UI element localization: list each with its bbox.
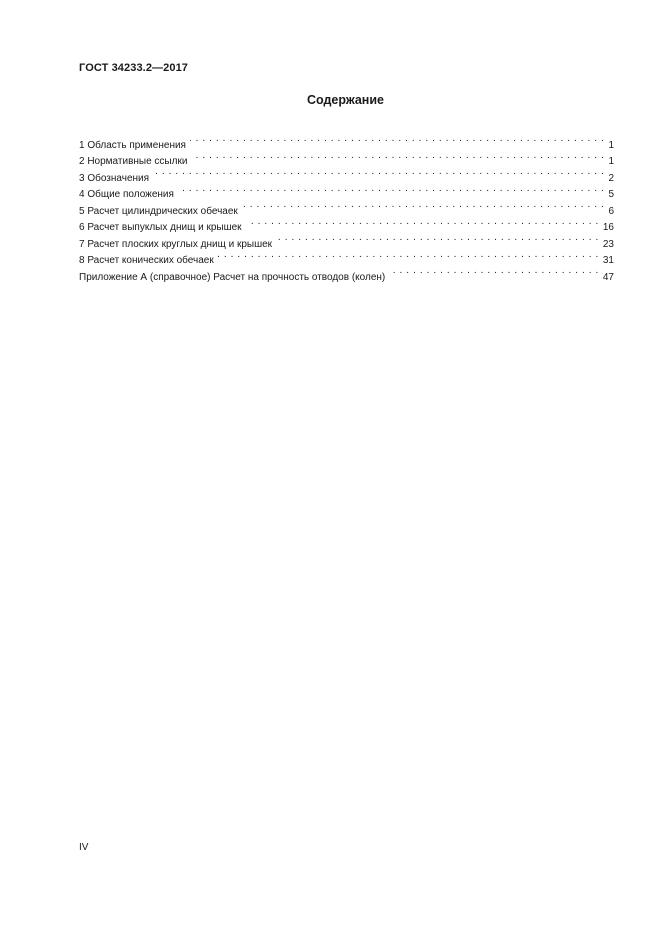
toc-entry-page: 5	[608, 189, 614, 200]
page-title: Содержание	[306, 93, 384, 107]
toc-leader-dots	[153, 164, 604, 181]
toc-leader-dots	[190, 131, 604, 148]
toc-entry-label: 1 Область применения	[79, 139, 186, 151]
toc-entry-page: 16	[602, 222, 614, 233]
toc-entry-label: 8 Расчет конических обечаек	[79, 255, 214, 266]
toc-entry[interactable]	[79, 181, 614, 198]
toc-entry-label: 7 Расчет плоских круглых днищ и крышек	[79, 238, 273, 250]
page-number: IV	[79, 842, 89, 853]
toc-leader-dots	[246, 214, 599, 231]
toc-leader-dots	[218, 247, 599, 264]
toc-entry-page: 1	[608, 139, 614, 151]
toc-leader-dots	[178, 181, 605, 198]
document-standard-number: ГОСТ 34233.2—2017	[79, 62, 189, 74]
toc-entry-page: 47	[602, 271, 614, 283]
toc-leader-dots	[389, 263, 599, 280]
toc-entry-page: 23	[602, 238, 614, 250]
toc-entry[interactable]	[79, 131, 614, 151]
table-of-contents	[79, 131, 614, 283]
toc-entry-page: 2	[608, 172, 614, 184]
toc-entry-label: 2 Нормативные ссылки	[79, 156, 188, 167]
toc-entry-page: 6	[608, 205, 614, 217]
toc-entry-label: 6 Расчет выпуклых днищ и крышек	[79, 222, 242, 233]
toc-entry[interactable]	[79, 164, 614, 184]
toc-entry-page: 31	[602, 255, 614, 266]
toc-leader-dots	[276, 230, 599, 247]
toc-leader-dots	[242, 197, 605, 214]
toc-entry-label: 4 Общие положения	[79, 189, 174, 200]
toc-entry-page: 1	[608, 156, 614, 167]
toc-entry-label: Приложение А (справочное) Расчет на прочность отводов (колен)	[79, 271, 386, 283]
toc-leader-dots	[191, 148, 604, 165]
toc-entry-label: 3 Обозначения	[79, 172, 150, 184]
toc-entry-label: 5 Расчет цилиндрических обечаек	[79, 205, 238, 217]
